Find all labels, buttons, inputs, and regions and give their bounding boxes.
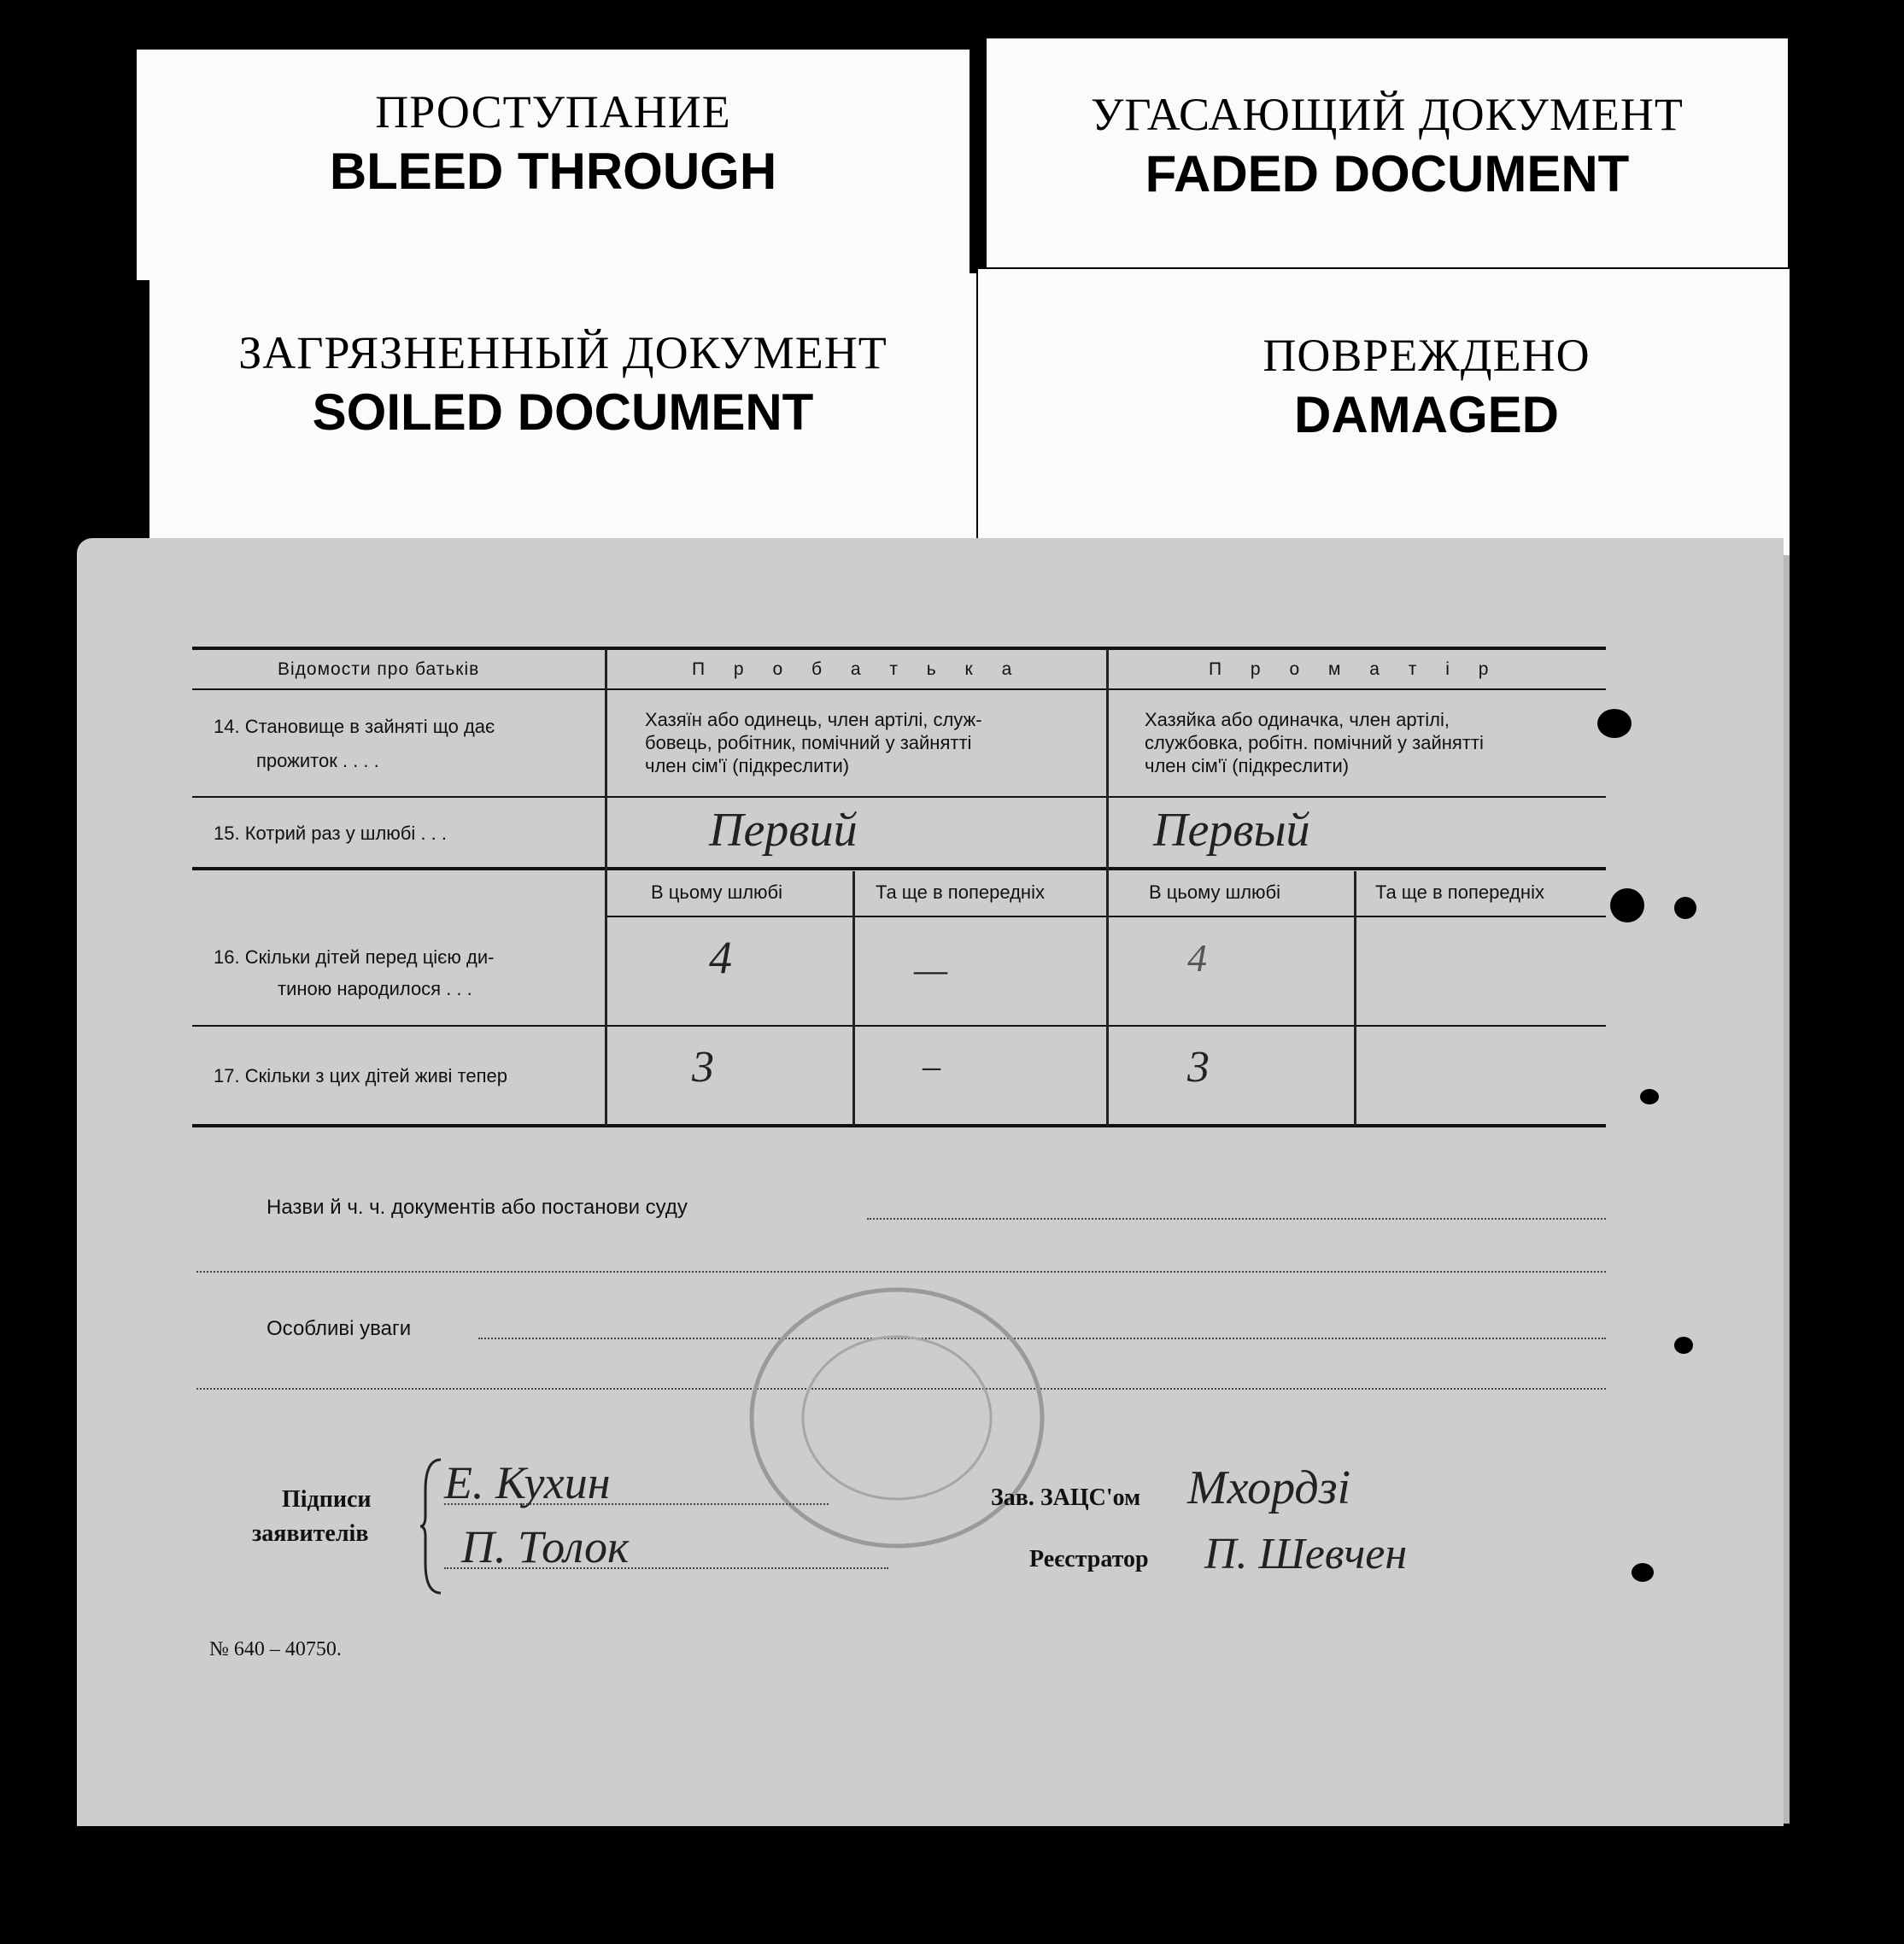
damage-hole bbox=[1640, 1089, 1659, 1104]
table-bottom-rule bbox=[192, 1124, 1606, 1127]
row16-father-prev-value: — bbox=[914, 949, 948, 991]
header-rule bbox=[192, 688, 1606, 690]
table-top-rule bbox=[192, 647, 1606, 650]
form-sheet bbox=[77, 538, 1784, 1826]
subheader-father-previous: Та ще в попередніх bbox=[876, 881, 1045, 903]
row16-father-this-value: 4 bbox=[709, 932, 732, 983]
registrar-label: Реєстратор bbox=[1029, 1546, 1149, 1572]
head-signature: Мхордзі bbox=[1187, 1461, 1351, 1514]
faded-document-ru: УГАСАЮЩИЙ ДОКУМЕНТ bbox=[1091, 89, 1684, 140]
subheader-mother-this-marriage: В цьому шлюбі bbox=[1149, 881, 1281, 903]
header-parents-info: Відомости про батьків bbox=[278, 659, 480, 679]
row14-label-line1: 14. Становище в зайняті що дає bbox=[214, 716, 495, 737]
notes-label: Особливі уваги bbox=[267, 1317, 412, 1340]
faded-document-en: FADED DOCUMENT bbox=[1145, 145, 1630, 202]
subheader-father-this-marriage: В цьому шлюбі bbox=[651, 881, 783, 903]
damage-hole bbox=[1597, 709, 1632, 738]
row16-rule bbox=[192, 1025, 1606, 1027]
bleed-through-en: BLEED THROUGH bbox=[329, 143, 777, 200]
signatures-label-line1: Підписи bbox=[282, 1486, 372, 1513]
row14-mother-line2: службовка, робітн. помічний у зайнятті bbox=[1145, 732, 1484, 753]
row14-rule bbox=[192, 796, 1606, 798]
col-divider-1 bbox=[605, 649, 607, 1126]
col-divider-mother-sub bbox=[1354, 871, 1356, 1126]
bleed-through-ru: ПРОСТУПАНИЕ bbox=[375, 86, 731, 138]
row14-mother-line1: Хазяйка або одиначка, член артілі, bbox=[1145, 709, 1450, 730]
row14-mother-line3: член сім'ї (підкреслити) bbox=[1145, 755, 1350, 776]
row16-label-line1: 16. Скільки дітей перед цією ди- bbox=[214, 946, 495, 968]
damage-hole bbox=[1674, 897, 1696, 919]
form-number: № 640 – 40750. bbox=[209, 1638, 342, 1660]
damage-hole bbox=[1610, 888, 1644, 922]
row14-father-line1: Хазяїн або одинець, член артілі, служ- bbox=[645, 709, 982, 730]
header-about-father: П р о б а т ь к а bbox=[692, 659, 1024, 679]
signature-1-line bbox=[444, 1503, 829, 1505]
subheader-mother-previous: Та ще в попередніх bbox=[1375, 881, 1544, 903]
col-divider-2 bbox=[1106, 649, 1109, 1126]
documents-dotted-line bbox=[867, 1218, 1606, 1220]
row16-mother-this-value: 4 bbox=[1187, 936, 1207, 980]
row14-father-line3: член сім'ї (підкреслити) bbox=[645, 755, 850, 776]
row15-mother-handwriting: Первый bbox=[1153, 804, 1310, 857]
signatures-label-line2: заявителів bbox=[252, 1520, 369, 1547]
row17-father-this-value: 3 bbox=[692, 1043, 714, 1092]
signature-2-line bbox=[444, 1567, 888, 1569]
documents-label: Назви й ч. ч. документів або постанови суду bbox=[267, 1196, 688, 1219]
damaged-ru: ПОВРЕЖДЕНО bbox=[1262, 330, 1591, 381]
row15-label: 15. Котрий раз у шлюбі . . . bbox=[214, 823, 447, 844]
applicant-signature-2: П. Толок bbox=[461, 1521, 630, 1572]
target-card-bleed-through bbox=[137, 50, 970, 280]
target-card-damaged bbox=[978, 269, 1790, 555]
row15-rule bbox=[192, 867, 1606, 870]
header-about-mother: П р о м а т і р bbox=[1209, 659, 1501, 679]
registrar-signature: П. Шевчен bbox=[1204, 1530, 1408, 1578]
damage-hole bbox=[1674, 1337, 1693, 1354]
row16-label-line2: тиною народилося . . . bbox=[278, 978, 472, 999]
target-card-faded-document bbox=[987, 38, 1788, 267]
damaged-en: DAMAGED bbox=[1294, 386, 1559, 443]
row14-label-line2: прожиток . . . . bbox=[256, 750, 379, 771]
target-card-soiled-document bbox=[149, 273, 976, 555]
head-label: Зав. ЗАЦС'ом bbox=[991, 1484, 1141, 1511]
soiled-document-en: SOILED DOCUMENT bbox=[312, 384, 814, 441]
damage-hole bbox=[1632, 1563, 1654, 1582]
soiled-document-ru: ЗАГРЯЗНЕННЫЙ ДОКУМЕНТ bbox=[238, 327, 888, 378]
row17-label: 17. Скільки з цих дітей живі тепер bbox=[214, 1065, 507, 1086]
official-stamp bbox=[735, 1273, 1059, 1563]
row17-mother-this-value: 3 bbox=[1187, 1043, 1210, 1092]
row17-father-prev-value: – bbox=[923, 1047, 940, 1086]
applicant-signature-1: Е. Кухин bbox=[444, 1457, 611, 1508]
signatures-bracket bbox=[419, 1456, 444, 1597]
row15-father-handwriting: Первий bbox=[709, 804, 858, 857]
row14-father-line2: бовець, робітник, помічний у зайнятті bbox=[645, 732, 972, 753]
col-divider-father-sub bbox=[852, 871, 855, 1126]
